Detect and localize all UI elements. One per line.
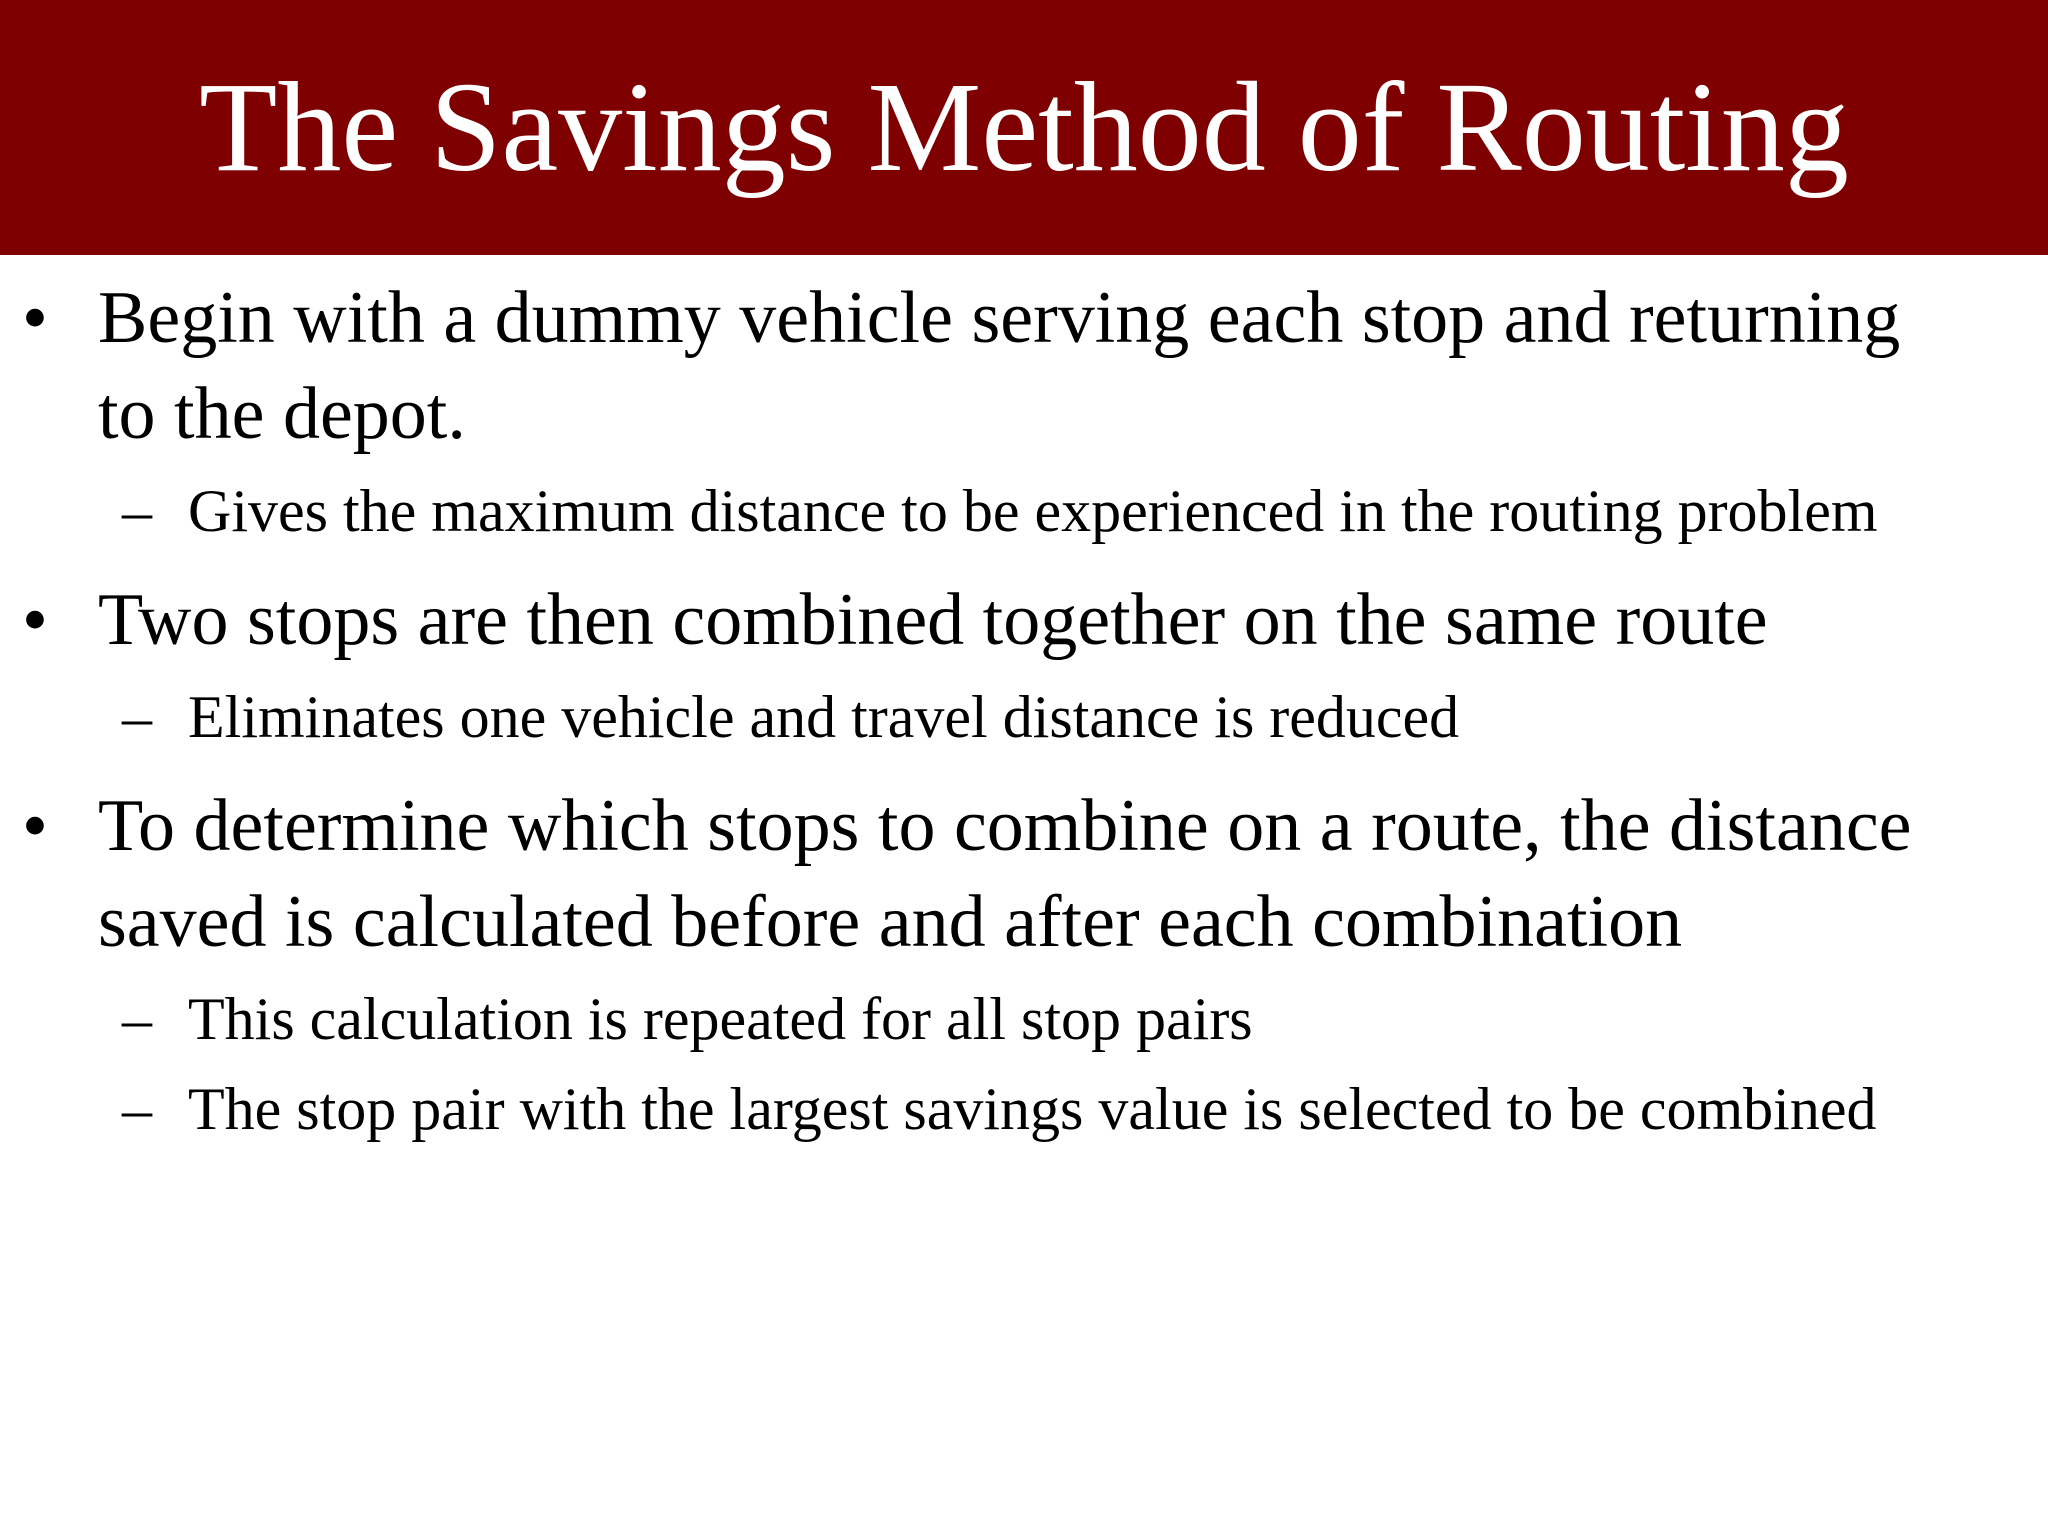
bullet-item (0, 778, 1948, 970)
sub-bullet-marker: – (122, 1076, 152, 1142)
sub-bullet-item (0, 1068, 1948, 1150)
sub-bullet-text: This calculation is repeated for all stop pairs (188, 986, 1253, 1052)
slide-title: The Savings Method of Routing (199, 56, 1849, 198)
bullet-text: To determine which stops to combine on a route, the distance saved is calculated before and after each combination (98, 785, 1912, 963)
bullet-text: Begin with a dummy vehicle serving each stop and returning to the depot. (98, 277, 1901, 455)
sub-bullet-text: Gives the maximum distance to be experienced in the routing problem (188, 478, 1878, 544)
sub-bullet-item (0, 470, 1948, 552)
sub-bullet-marker: – (122, 986, 152, 1052)
bullet-text: Two stops are then combined together on the same route (98, 579, 1768, 661)
sub-bullet-item (0, 978, 1948, 1060)
bullet-item (0, 270, 1948, 462)
sub-bullet-marker: – (122, 478, 152, 544)
sub-bullet-text: Eliminates one vehicle and travel distance is reduced (188, 684, 1460, 750)
sub-bullet-item (0, 676, 1948, 758)
bullet-marker: • (22, 785, 48, 867)
bullet-list (0, 270, 2048, 1150)
sub-bullet-marker: – (122, 684, 152, 750)
bullet-marker: • (22, 579, 48, 661)
bullet-item (0, 572, 1948, 668)
sub-bullet-text: The stop pair with the largest savings value is selected to be combined (188, 1076, 1877, 1142)
bullet-marker: • (22, 277, 48, 359)
